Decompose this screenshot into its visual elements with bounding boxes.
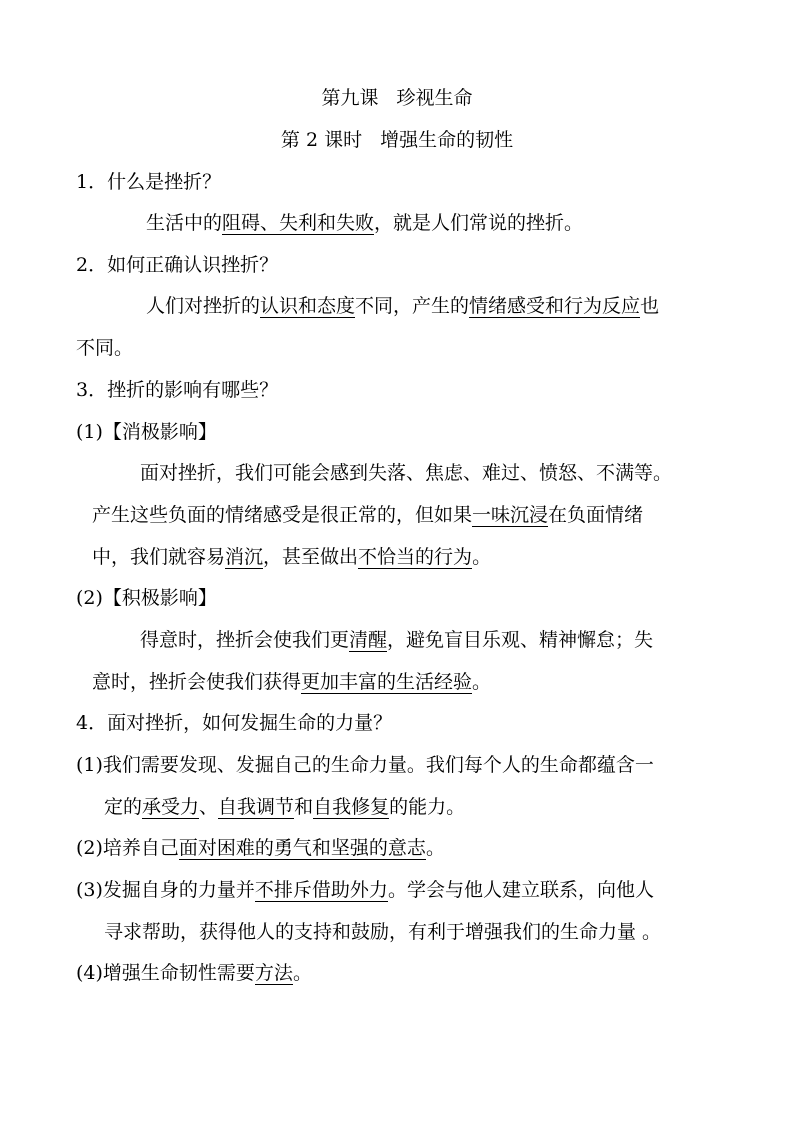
point-1-line-1: (1)我们需要发现、发掘自己的生命力量。我们每个人的生命都蕴含一	[76, 754, 654, 776]
lesson-number: 第九课	[321, 87, 379, 109]
question-1: 1．什么是挫折？	[76, 171, 222, 193]
answer-2-line-2: 不同。	[76, 337, 134, 359]
answer-text: 和	[294, 796, 314, 818]
point-4	[76, 959, 312, 987]
answer-text: ，避免盲目乐观、精神懈怠；失	[387, 629, 654, 651]
key-term: 一味沉浸	[472, 504, 549, 526]
answer-text: (3)发掘自身的力量并	[76, 879, 255, 901]
key-term: 认识和态度	[260, 295, 356, 317]
answer-text: 。	[472, 546, 492, 568]
key-term: 自我调节	[218, 796, 295, 818]
positive-impact-heading: (2)【积极影响】	[76, 587, 217, 609]
answer-text: 。	[292, 962, 312, 984]
answer-text: 。学会与他人建立联系，向他人	[387, 879, 654, 901]
answer-text: 、	[199, 796, 219, 818]
answer-text: 生活中的	[146, 212, 223, 234]
answer-text: 定的	[104, 796, 143, 818]
answer-text: ，甚至做出	[263, 546, 359, 568]
positive-impact-line-2	[92, 668, 491, 696]
lesson-title	[0, 84, 794, 112]
key-term: 不恰当的行为	[358, 546, 473, 568]
answer-text: 的能力。	[389, 796, 466, 818]
key-term: 阻碍、失利和失败	[222, 212, 375, 234]
positive-impact-line-1	[140, 626, 653, 654]
answer-text: 也	[640, 295, 660, 317]
question-4: 4．面对挫折，如何发掘生命的力量？	[76, 712, 393, 734]
answer-text: 人们对挫折的	[146, 295, 261, 317]
key-term: 情绪感受和行为反应	[469, 295, 641, 317]
answer-text: 中，我们就容易	[92, 546, 226, 568]
key-term: 清醒	[349, 629, 388, 651]
lesson-name: 珍视生命	[396, 87, 473, 109]
key-term: 不排斥借助外力	[254, 879, 388, 901]
period-number: 第 2 课时	[280, 129, 363, 151]
answer-text: (4)增强生命韧性需要	[76, 962, 255, 984]
period-name: 增强生命的韧性	[380, 129, 514, 151]
negative-impact-line-1: 面对挫折，我们可能会感到失落、焦虑、难过、愤怒、不满等。	[140, 462, 673, 484]
point-1-line-2	[104, 793, 465, 821]
answer-text: ，就是人们常说的挫折。	[374, 212, 584, 234]
question-3: 3．挫折的影响有哪些？	[76, 379, 279, 401]
negative-impact-heading: (1)【消极影响】	[76, 421, 217, 443]
negative-impact-line-3	[92, 543, 491, 571]
question-2: 2．如何正确认识挫折？	[76, 254, 279, 276]
answer-text: 得意时，挫折会使我们更	[140, 629, 350, 651]
key-term: 承受力	[142, 796, 200, 818]
answer-text: 产生这些负面的情绪感受是很正常的，但如果	[92, 504, 473, 526]
period-title	[0, 126, 794, 154]
key-term: 方法	[254, 962, 293, 984]
key-term: 自我修复	[313, 796, 390, 818]
answer-text: 在负面情绪	[548, 504, 644, 526]
negative-impact-line-2	[92, 501, 643, 529]
key-term: 面对困难的勇气和坚强的意志	[178, 837, 426, 859]
answer-text: 意时，挫折会使我们获得	[92, 671, 302, 693]
key-term: 消沉	[225, 546, 264, 568]
point-3-line-1	[76, 876, 654, 904]
point-3-line-2: 寻求帮助，获得他人的支持和鼓励，有利于增强我们的生命力量 。	[104, 921, 662, 943]
point-2	[76, 834, 445, 862]
answer-text: (2)培养自己	[76, 837, 179, 859]
answer-1	[146, 209, 583, 237]
key-term: 更加丰富的生活经验	[301, 671, 473, 693]
answer-2-line-1	[146, 292, 659, 320]
answer-text: 不同，产生的	[355, 295, 470, 317]
answer-text: 。	[472, 671, 492, 693]
answer-text: 。	[425, 837, 445, 859]
